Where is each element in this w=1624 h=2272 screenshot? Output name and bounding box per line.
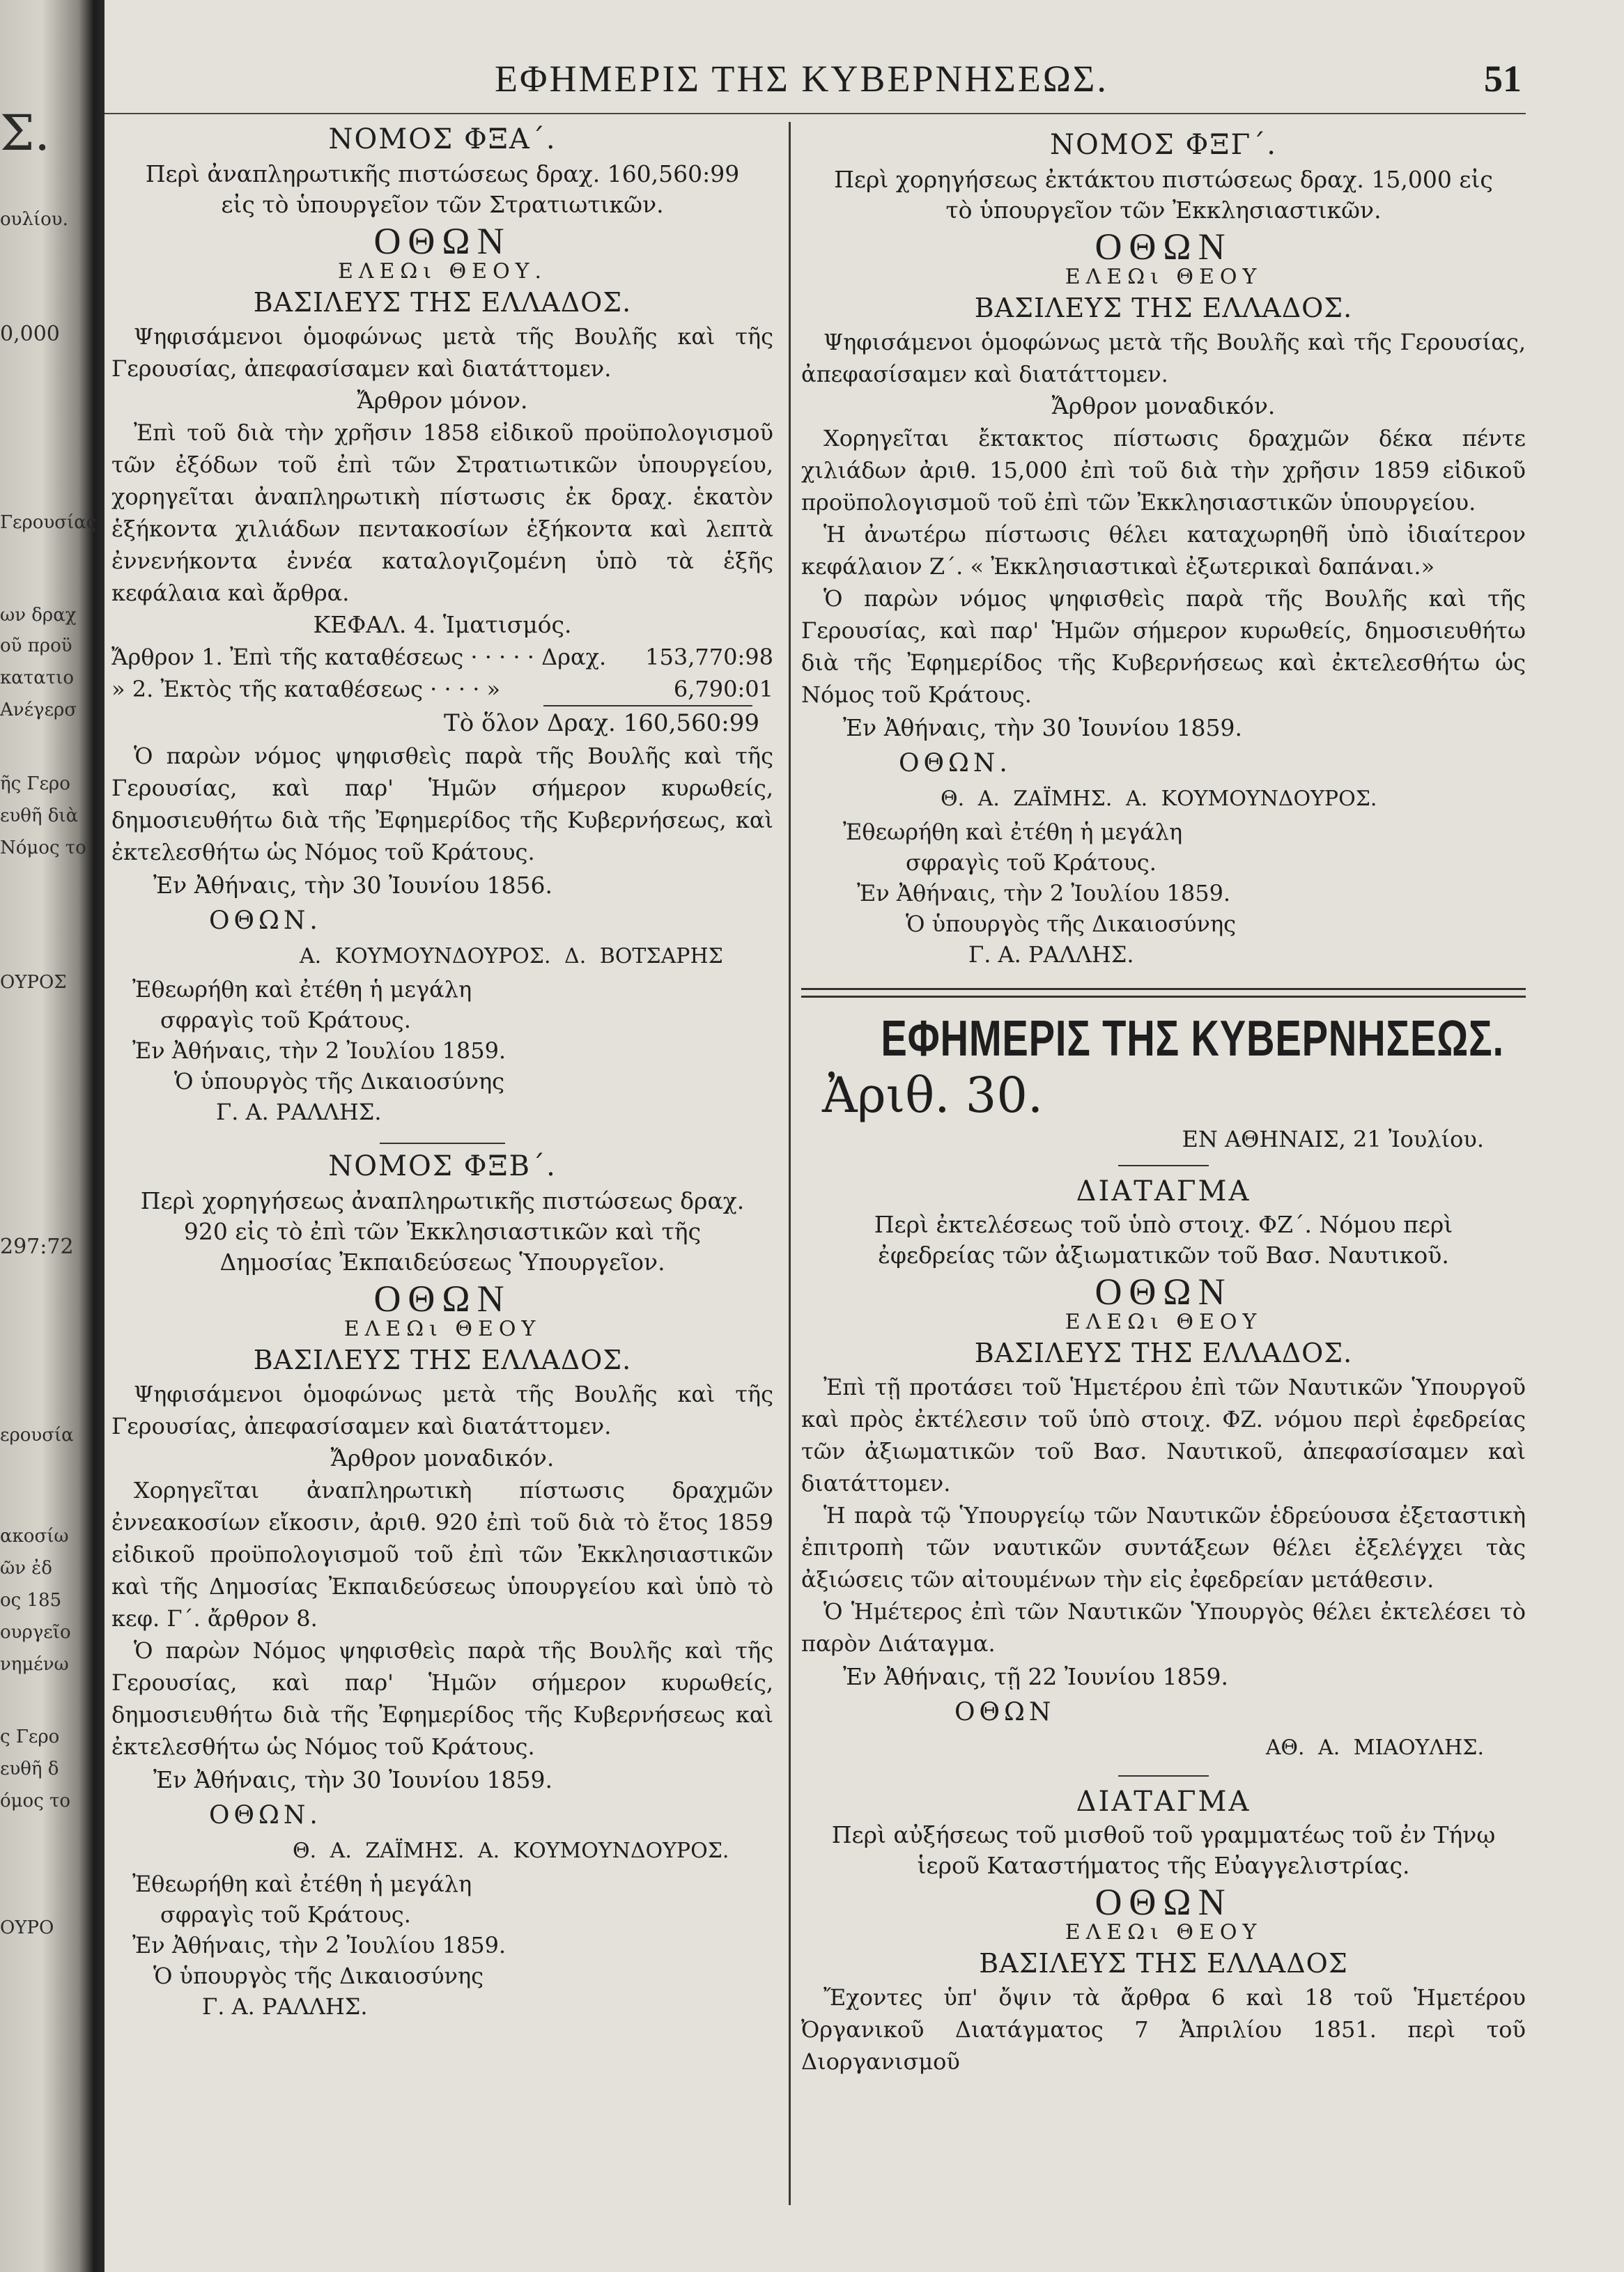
law-title: ΝΟΜΟΣ ΦΞΓ΄.: [1050, 129, 1277, 161]
binding-gutter: [0, 0, 105, 2272]
section-rule: [1118, 1775, 1209, 1777]
gutter-fragment: ευθῆ διὰ: [0, 805, 79, 826]
law-date: Ἐν Ἀθήναις, τὴν 30 Ἰουνίου 1856.: [153, 872, 552, 899]
decree-body: Ἐπὶ τῇ προτάσει τοῦ Ἡμετέρου ἐπὶ τῶν Ναυτικῶν Ὑπουργοῦ καὶ πρὸς ἐκτέλεσιν τοῦ ὑπὸ στοιχ. ΦΖ. νόμου περὶ ἐφεδρείας τῶν ἀξιωματικῶν τοῦ Βασ. Ναυτικοῦ, ἀπεφασίσαμεν καὶ διατάττομεν.: [801, 1374, 1526, 1497]
decree-title: ΔΙΑΤΑΓΜΑ: [1076, 1175, 1251, 1207]
gutter-fragment: ουργεῖο: [0, 1622, 71, 1643]
article-heading: Ἄρθρον μόνον.: [357, 387, 528, 414]
issue-dateline: ΕΝ ΑΘΗΝΑΙΣ, 21 Ἰουλίου.: [1182, 1126, 1484, 1152]
seal-line: Ἐν Ἀθήναις, τὴν 2 Ἰουλίου 1859.: [857, 880, 1231, 906]
law-subtitle: Περὶ χορηγήσεως ἀναπληρωτικῆς πιστώσεως δραχ. 920 εἰς τὸ ἐπὶ τῶν Ἐκκλησιαστικῶν καὶ τῆς Δημοσίας Ἐκπαιδεύσεως Ὑπουργεῖον.: [140, 1187, 745, 1276]
otho-heading: ΟΘΩΝ: [373, 1278, 511, 1320]
gutter-fragment: 0,000: [0, 322, 60, 346]
seal-line: Γ. Α. ΡΑΛΛΗΣ.: [202, 1993, 368, 2020]
seal-line: Γ. Α. ΡΑΛΛΗΣ.: [968, 941, 1134, 968]
row-label: » 2. Ἐκτὸς τῆς καταθέσεως · · · · »: [111, 676, 501, 702]
otho-signature: ΟΘΩΝ: [954, 1698, 1055, 1726]
gutter-fragment: οῦ προϋ: [0, 635, 72, 656]
seal-line: Γ. Α. ΡΑΛΛΗΣ.: [216, 1099, 382, 1125]
minister-signature: ΑΘ. Α. ΜΙΑΟΥΛΗΣ.: [1265, 1736, 1484, 1760]
row-value: 153,770:98: [645, 644, 773, 670]
otho-heading: ΟΘΩΝ: [373, 220, 511, 262]
left-column: [111, 118, 773, 2022]
budget-row: [111, 673, 773, 705]
law-date: Ἐν Ἀθήναις, τὴν 30 Ἰουνίου 1859.: [843, 714, 1242, 741]
gutter-fragment: ΟΥΡΟ: [0, 1917, 54, 1938]
page-number: 51: [1484, 58, 1522, 100]
minister-signatures: Θ. Α. ΖΑΪΜΗΣ. Α. ΚΟΥΜΟΥΝΔΟΥΡΟΣ.: [941, 787, 1377, 811]
gutter-fragment: Ανέγερσ: [0, 700, 77, 720]
eleo-theou: ΕΛΕΩι ΘΕΟΥ.: [337, 259, 548, 284]
decree-tinos: [801, 1786, 1526, 2078]
decree-navy: [801, 1176, 1526, 1765]
chapter-heading: ΚΕΦΑΛ. 4. Ἱματισμός.: [313, 611, 572, 638]
gutter-fragment: 297:72: [0, 1235, 74, 1259]
law-body: Χορηγεῖται ἔκτακτος πίστωσις δραχμῶν δέκα πέντε χιλιάδων ἀριθ. 15,000 ἐπὶ τοῦ διὰ τὴν χρῆσιν 1859 εἰδικοῦ προϋπολογισμοῦ τοῦ ἐπὶ τῶν Ἐκκλησιαστικῶν ὑπουργείου.: [801, 425, 1526, 516]
column-divider: [789, 122, 791, 2205]
article-heading: Ἄρθρον μοναδικόν.: [1051, 392, 1276, 419]
gutter-fragment: ῶν ἐδ: [0, 1558, 52, 1579]
king-title: ΒΑΣΙΛΕΥΣ ΤΗΣ ΕΛΛΑΔΟΣ.: [253, 287, 632, 318]
minister-signatures: Θ. Α. ΖΑΪΜΗΣ. Α. ΚΟΥΜΟΥΝΔΟΥΡΟΣ.: [293, 1839, 729, 1863]
eleo-theou: ΕΛΕΩι ΘΕΟΥ: [343, 1317, 541, 1341]
section-rule: [1118, 1165, 1209, 1166]
law-subtitle: Περὶ χορηγήσεως ἐκτάκτου πιστώσεως δραχ. 15,000 εἰς τὸ ὑπουργεῖον τῶν Ἐκκλησιαστικῶν.: [834, 166, 1493, 224]
gutter-fragment: Γερουσίας: [0, 512, 97, 533]
seal-line: σφραγὶς τοῦ Κράτους.: [160, 1007, 411, 1033]
seal-line: Ὁ ὑπουργὸς τῆς Δικαιοσύνης: [174, 1068, 505, 1095]
row-value: 6,790:01: [673, 676, 773, 702]
otho-signature: ΟΘΩΝ.: [209, 906, 322, 935]
seal-line: Ὁ ὑπουργὸς τῆς Δικαιοσύνης: [906, 911, 1237, 937]
law-fxa: [111, 124, 773, 1127]
decree-subtitle: Περὶ αὐξήσεως τοῦ μισθοῦ τοῦ γραμματέως τοῦ ἐν Τήνῳ ἱεροῦ Καταστήματος τῆς Εὐαγγελιστρίας.: [831, 1821, 1496, 1879]
seal-line: σφραγὶς τοῦ Κράτους.: [906, 849, 1157, 876]
decree-body-2: Ἡ παρὰ τῷ Ὑπουργείῳ τῶν Ναυτικῶν ἑδρεύουσα ἐξεταστικὴ ἐπιτροπὴ τῶν ναυτικῶν συντάξεων θέλει ἐξελέγχει τὰς ἀξιώσεις τῶν αἰτουμένων τὴν εἰς ἐφεδρείαν μετάθεσιν.: [801, 1502, 1526, 1593]
otho-heading: ΟΘΩΝ: [1095, 1881, 1232, 1923]
law-title: ΝΟΜΟΣ ΦΞΒ΄.: [328, 1150, 557, 1182]
budget-total: Τὸ ὅλον Δραχ. 160,560:99: [444, 709, 759, 737]
seal-line: Ἐθεωρήθη καὶ ἐτέθη ἡ μεγάλη: [843, 819, 1183, 845]
section-rule: [380, 1143, 505, 1144]
double-rule: [801, 988, 1526, 998]
eleo-theou: ΕΛΕΩι ΘΕΟΥ: [1065, 1920, 1262, 1945]
closing-clause: Ὁ παρὼν νόμος ψηφισθεὶς παρὰ τῆς Βουλῆς καὶ τῆς Γερουσίας, καὶ παρ' Ἡμῶν σήμερον κυρωθείς, δημοσιευθήτω διὰ τῆς Ἐφημερίδος τῆς Κυβερνήσεως καὶ ἐκτελεσθήτω ὡς Νόμος τοῦ Κράτους.: [801, 585, 1526, 708]
preamble: Ψηφισάμενοι ὁμοφώνως μετὰ τῆς Βουλῆς καὶ τῆς Γερουσίας, ἀπεφασίσαμεν καὶ διατάττομεν.: [111, 323, 773, 382]
issue-number: Ἀριθ. 30.: [822, 1067, 1044, 1124]
eleo-theou: ΕΛΕΩι ΘΕΟΥ: [1065, 265, 1262, 289]
king-title: ΒΑΣΙΛΕΥΣ ΤΗΣ ΕΛΛΑΔΟΣ.: [974, 1338, 1353, 1368]
otho-signature: ΟΘΩΝ.: [899, 749, 1012, 778]
gutter-fragment: ακοσίω: [0, 1526, 69, 1547]
right-column: [801, 118, 1526, 2078]
decree-date: Ἐν Ἀθήναις, τῇ 22 Ἰουνίου 1859.: [843, 1663, 1228, 1690]
law-body: Χορηγεῖται ἀναπληρωτικὴ πίστωσις δραχμῶν ἐννεακοσίων εἴκοσιν, ἀριθ. 920 ἐπὶ τοῦ διὰ τὸ ἔτος 1859 εἰδικοῦ προϋπολογισμοῦ τοῦ ἐπὶ τῶν Ἐκκλησιαστικῶν καὶ τῆς Δημοσίας Ἐκπαιδεύσεως ὑπουργείου καὶ ὑπὸ τὸ κεφ. Γ΄. ἄρθρον 8.: [111, 1477, 773, 1632]
preamble: Ψηφισάμενοι ὁμοφώνως μετὰ τῆς Βουλῆς καὶ τῆς Γερουσίας, ἀπεφασίσαμεν καὶ διατάττομεν.: [801, 329, 1526, 387]
law-subtitle: Περὶ ἀναπληρωτικῆς πιστώσεως δραχ. 160,560:99 εἰς τὸ ὑπουργεῖον τῶν Στρατιωτικῶν.: [145, 160, 740, 218]
gutter-fragment: Σ.: [0, 105, 50, 162]
decree-subtitle: Περὶ ἐκτελέσεως τοῦ ὑπὸ στοιχ. ΦΖ΄. Νόμου περὶ ἐφεδρείας τῶν ἀξιωματικῶν τοῦ Βασ. Ναυτικοῦ.: [874, 1211, 1453, 1269]
running-header: ΕΦΗΜΕΡΙΣ ΤΗΣ ΚΥΒΕΡΝΗΣΕΩΣ.: [495, 58, 1108, 100]
otho-heading: ΟΘΩΝ: [1095, 1271, 1232, 1313]
otho-signature: ΟΘΩΝ.: [209, 1801, 322, 1830]
gutter-fragment: όμος το: [0, 1791, 71, 1811]
closing-clause: Ὁ παρὼν Νόμος ψηφισθεὶς παρὰ τῆς Βουλῆς καὶ τῆς Γερουσίας, καὶ παρ' Ἡμῶν σήμερον κυρωθείς, δημοσιευθήτω διὰ τῆς Ἐφημερίδος τῆς Κυβερνήσεως καὶ ἐκτελεσθήτω ὡς Νόμος τοῦ Κράτους.: [111, 1637, 773, 1760]
decree-body-3: Ὁ Ἡμέτερος ἐπὶ τῶν Ναυτικῶν Ὑπουργὸς θέλει ἐκτελέσει τὸ παρὸν Διάταγμα.: [801, 1598, 1526, 1657]
budget-row: [111, 641, 773, 673]
gutter-fragment: ς Γερο: [0, 1726, 60, 1747]
law-body-continued: Ἡ ἀνωτέρω πίστωσις θέλει καταχωρηθῆ ὑπὸ ἰδιαίτερον κεφάλαιον Ζ΄. « Ἐκκλησιαστικαὶ ἐξωτερικαὶ δαπάναι.»: [801, 521, 1526, 580]
newspaper-page: [105, 0, 1624, 2272]
article-heading: Ἄρθρον μοναδικόν.: [330, 1444, 555, 1471]
gutter-fragment: Νόμος το: [0, 837, 86, 858]
king-title: ΒΑΣΙΛΕΥΣ ΤΗΣ ΕΛΛΑΔΟΣ.: [974, 293, 1353, 323]
row-label: Ἄρθρον 1. Ἐπὶ τῆς καταθέσεως · · · · · Δραχ.: [111, 644, 607, 670]
gutter-fragment: ΟΥΡΟΣ: [0, 972, 67, 993]
preamble: Ψηφισάμενοι ὁμοφώνως μετὰ τῆς Βουλῆς καὶ τῆς Γερουσίας, ἀπεφασίσαμεν καὶ διατάττομεν.: [111, 1381, 773, 1439]
seal-line: Ἐθεωρήθη καὶ ἐτέθη ἡ μεγάλη: [132, 976, 472, 1003]
law-fxb: [111, 1151, 773, 2022]
seal-line: σφραγὶς τοῦ Κράτους.: [160, 1901, 411, 1928]
gutter-fragment: ων δραχ: [0, 605, 77, 626]
gutter-fragment: ουλίου.: [0, 209, 68, 230]
gutter-fragment: ος 185: [0, 1590, 62, 1611]
seal-line: Ὁ ὑπουργὸς τῆς Δικαιοσύνης: [153, 1963, 484, 1989]
gutter-fragment: νημένω: [0, 1654, 69, 1675]
gutter-fragment: ῆς Γερο: [0, 773, 70, 794]
gutter-fragment: κατατιο: [0, 667, 74, 688]
minister-signatures: Α. ΚΟΥΜΟΥΝΔΟΥΡΟΣ. Δ. ΒΟΤΣΑΡΗΣ: [300, 944, 723, 968]
otho-heading: ΟΘΩΝ: [1095, 226, 1232, 268]
seal-line: Ἐθεωρήθη καὶ ἐτέθη ἡ μεγάλη: [132, 1871, 472, 1897]
law-title: ΝΟΜΟΣ ΦΞΑ΄.: [328, 123, 557, 155]
king-title: ΒΑΣΙΛΕΥΣ ΤΗΣ ΕΛΛΑΔΟΣ: [979, 1948, 1348, 1979]
header-rule: [105, 113, 1526, 114]
law-fxg: [801, 130, 1526, 970]
law-body: Ἐπὶ τοῦ διὰ τὴν χρῆσιν 1858 εἰδικοῦ προϋπολογισμοῦ τῶν ἐξόδων τοῦ ἐπὶ τῶν Στρατιωτικῶν ὑπουργείου, χορηγεῖται ἀναπληρωτικὴ πίστωσις ἐκ δραχ. ἑκατὸν ἑξήκοντα χιλιάδων πεντακοσίων ἑξήκοντα καὶ λεπτὰ ἐννενήκοντα ἐννέα καταλογιζομένη ὑπὸ τὰ ἑξῆς κεφάλαια καὶ ἄρθρα.: [111, 419, 773, 606]
decree-title: ΔΙΑΤΑΓΜΑ: [1076, 1786, 1251, 1818]
gutter-fragment: ερουσία: [0, 1425, 74, 1446]
seal-line: Ἐν Ἀθήναις, τὴν 2 Ἰουλίου 1859.: [132, 1932, 506, 1958]
seal-line: Ἐν Ἀθήναις, τὴν 2 Ἰουλίου 1859.: [132, 1037, 506, 1064]
eleo-theou: ΕΛΕΩι ΘΕΟΥ: [1065, 1310, 1262, 1334]
gutter-fragment: ευθῆ δ: [0, 1759, 59, 1779]
king-title: ΒΑΣΙΛΕΥΣ ΤΗΣ ΕΛΛΑΔΟΣ.: [253, 1345, 632, 1375]
closing-clause: Ὁ παρὼν νόμος ψηφισθεὶς παρὰ τῆς Βουλῆς καὶ τῆς Γερουσίας, καὶ παρ' Ἡμῶν σήμερον κυρωθείς, δημοσιευθήτω διὰ τῆς Ἐφημερίδος τῆς Κυβερνήσεως, καὶ ἐκτελεσθήτω ὡς Νόμος τοῦ Κράτους.: [111, 743, 773, 865]
law-date: Ἐν Ἀθήναις, τὴν 30 Ἰουνίου 1859.: [153, 1766, 552, 1793]
decree-body: Ἔχοντες ὑπ' ὄψιν τὰ ἄρθρα 6 καὶ 18 τοῦ Ἡμετέρου Ὀργανικοῦ Διατάγματος 7 Ἀπριλίου 1851. περὶ τοῦ Διοργανισμοῦ: [801, 1984, 1526, 2075]
masthead-title: ΕΦΗΜΕΡΙΣ ΤΗΣ ΚΥΒΕΡΝΗΣΕΩΣ.: [881, 1011, 1504, 1067]
